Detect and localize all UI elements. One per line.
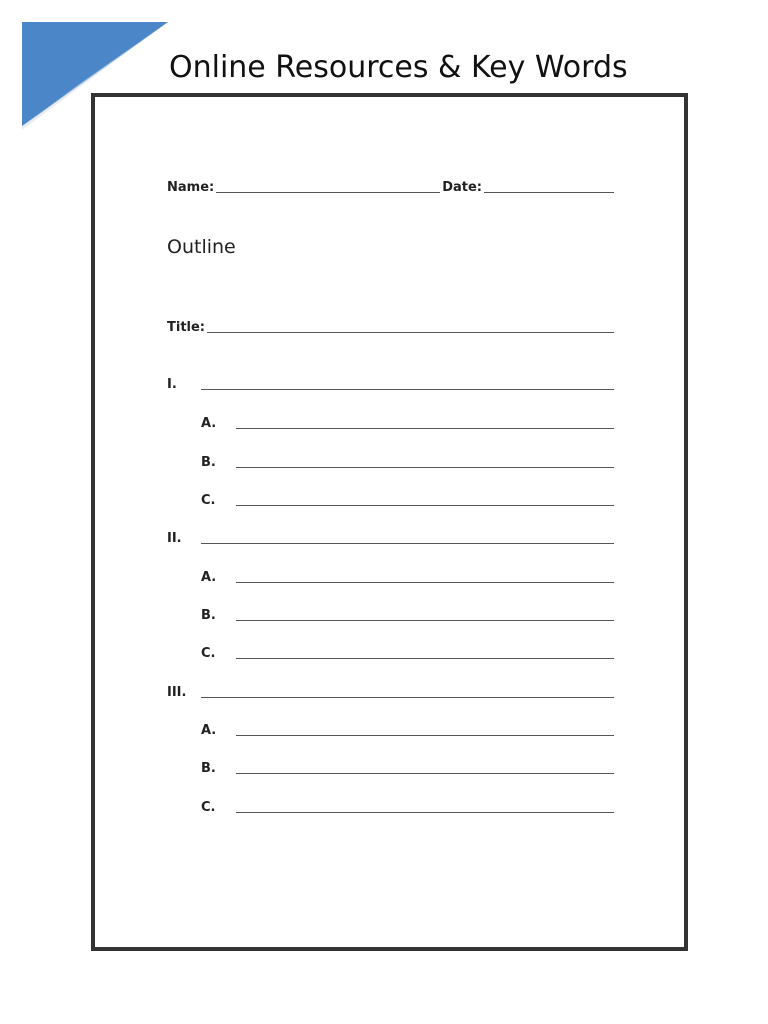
subpoint-row [201, 643, 614, 661]
subpoint-letter: B. [201, 608, 216, 623]
outline-worksheet [91, 93, 688, 951]
subpoint-letter: A. [201, 723, 217, 738]
subpoint-row [201, 797, 614, 815]
subpoint-field[interactable] [236, 620, 614, 621]
subpoint-row [201, 413, 614, 431]
section-field[interactable] [201, 697, 614, 698]
subpoint-row [201, 490, 614, 508]
subpoint-row [201, 452, 614, 470]
name-label: Name: [167, 180, 215, 195]
page-title: Online Resources & Key Words [169, 50, 628, 85]
date-field[interactable] [484, 192, 614, 193]
subpoint-field[interactable] [236, 658, 614, 659]
subpoint-letter: A. [201, 570, 217, 585]
subpoint-field[interactable] [236, 582, 614, 583]
subpoint-field[interactable] [236, 428, 614, 429]
subpoint-letter: C. [201, 646, 216, 661]
name-field[interactable] [216, 192, 440, 193]
section-numeral: II. [167, 531, 182, 546]
title-label: Title: [167, 320, 206, 335]
section-field[interactable] [201, 543, 614, 544]
subpoint-letter: C. [201, 800, 216, 815]
section-row [167, 528, 614, 546]
section-field[interactable] [201, 389, 614, 390]
name-date-row [167, 177, 614, 195]
subpoint-row [201, 605, 614, 623]
subpoint-letter: B. [201, 761, 216, 776]
title-field[interactable] [207, 332, 614, 333]
title-row [167, 317, 614, 335]
outline-heading: Outline [167, 236, 236, 258]
subpoint-letter: A. [201, 416, 217, 431]
section-numeral: III. [167, 685, 187, 700]
subpoint-field[interactable] [236, 467, 614, 468]
section-row [167, 374, 614, 392]
subpoint-field[interactable] [236, 735, 614, 736]
section-row [167, 682, 614, 700]
subpoint-field[interactable] [236, 505, 614, 506]
subpoint-field[interactable] [236, 773, 614, 774]
subpoint-row [201, 720, 614, 738]
section-numeral: I. [167, 377, 177, 392]
subpoint-field[interactable] [236, 812, 614, 813]
date-label: Date: [442, 180, 482, 195]
subpoint-letter: B. [201, 455, 216, 470]
subpoint-letter: C. [201, 493, 216, 508]
subpoint-row [201, 758, 614, 776]
worksheet-content [167, 97, 614, 947]
subpoint-row [201, 567, 614, 585]
